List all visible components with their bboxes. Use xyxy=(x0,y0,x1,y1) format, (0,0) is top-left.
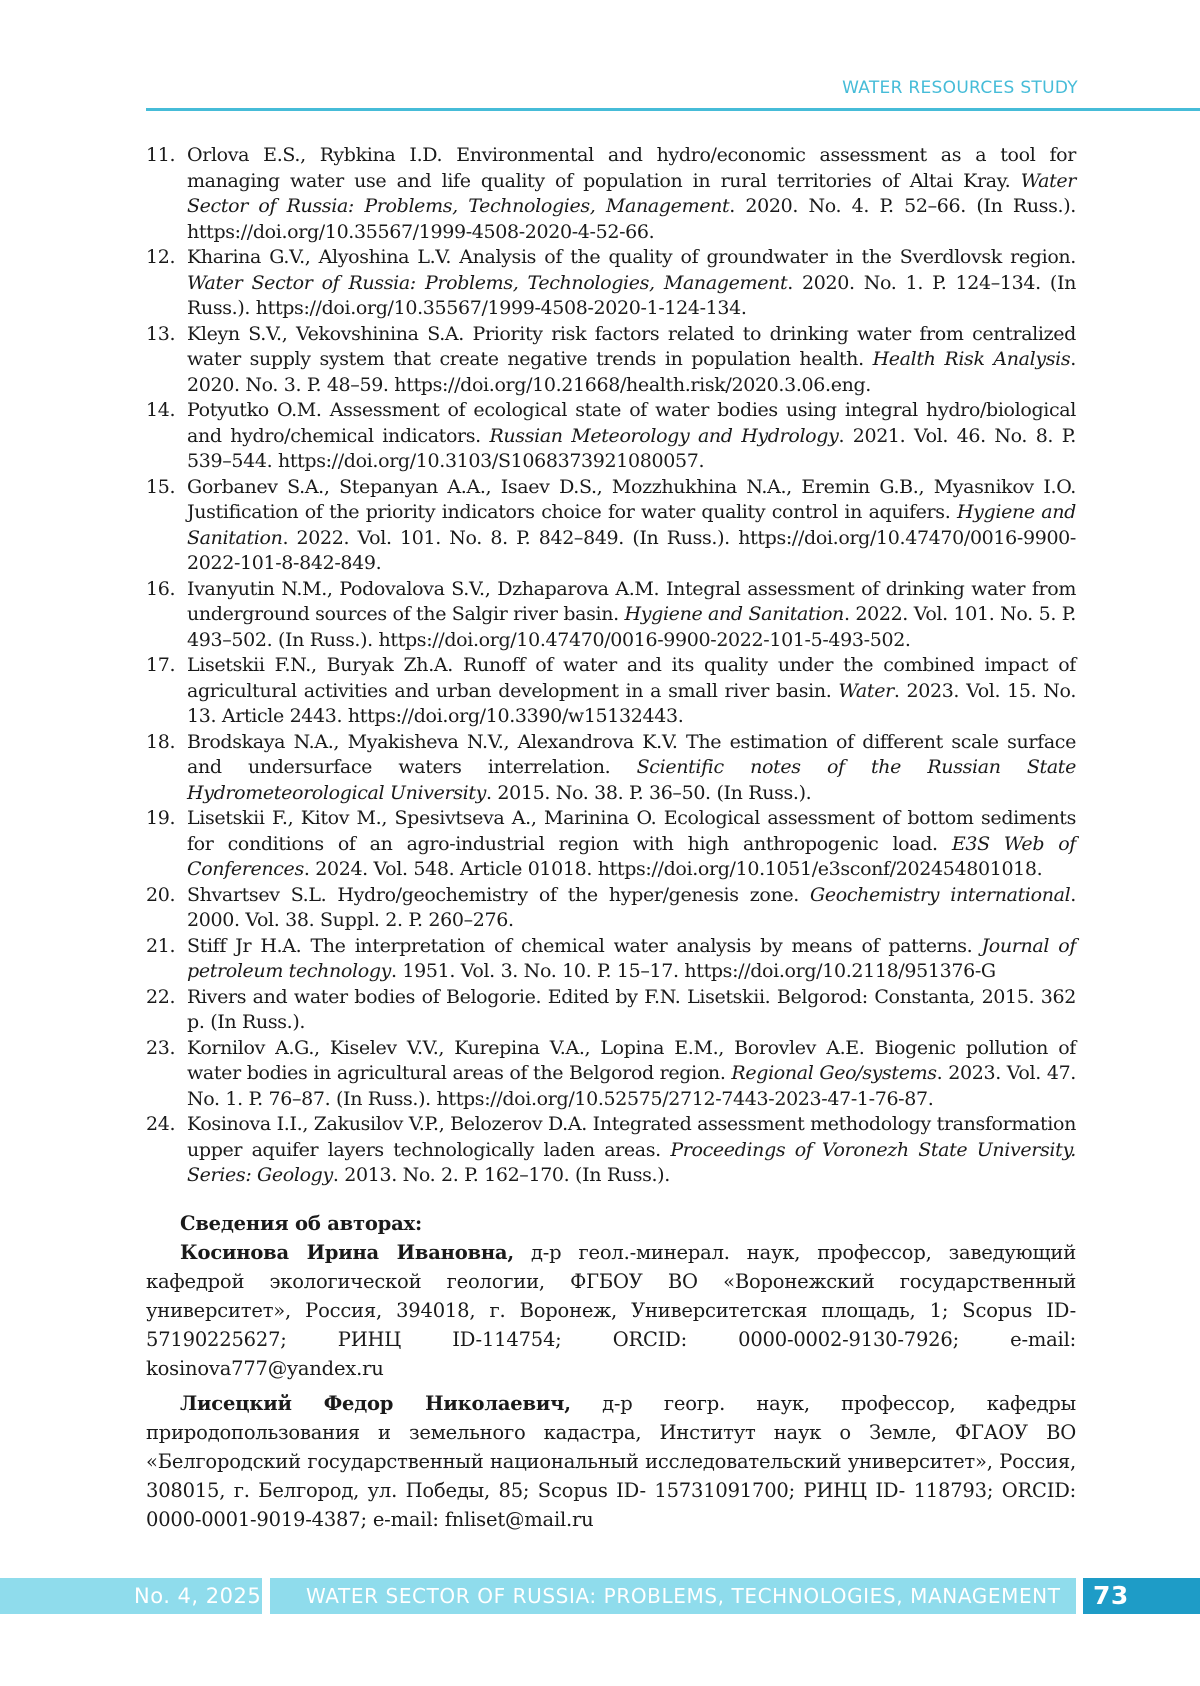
reference-text: Kornilov A.G., Kiselev V.V., Kurepina V.A., Lopina E.M., Borovlev A.E. Biogenic pollution of water bodies in agricultural areas of the Belgorod region. xyxy=(187,1036,1076,1084)
reference-journal: Health Risk Analysis xyxy=(872,348,1071,370)
reference-text: Ivanyutin N.M., Podovalova S.V., Dzhaparova A.M. Integral assessment of drinking water from underground sources of the Salgir river basin. xyxy=(187,577,1076,625)
reference-journal: Proceedings of Voronezh State University. Series: Geology xyxy=(187,1138,1076,1186)
reference-details: . 2022. Vol. 101. No. 8. P. 842–849. (In Russ.). https://doi.org/10.47470/0016-9900-2022-101-8-842-849. xyxy=(187,526,1076,574)
reference-number: 17. xyxy=(146,654,176,676)
reference-journal: Geochemistry international xyxy=(810,883,1071,906)
reference-item xyxy=(146,985,1076,1036)
author-entry xyxy=(146,1238,1076,1383)
reference-number: 22. xyxy=(146,985,176,1008)
author-info-section xyxy=(146,1209,1076,1540)
reference-details: . 2023. Vol. 47. No. 1. P. 76–87. (In Russ.). https://doi.org/10.52575/2712-7443-2023-47-1-76-87. xyxy=(187,1062,1076,1110)
footer-journal-title: WATER SECTOR OF RUSSIA: PROBLEMS, TECHNOLOGIES, MANAGEMENT xyxy=(306,1584,1061,1608)
reference-item xyxy=(146,1036,1076,1113)
reference-details: . 2000. Vol. 38. Suppl. 2. P. 260–276. xyxy=(187,883,1076,931)
reference-details: . 2013. No. 2. P. 162–170. (In Russ.). xyxy=(332,1164,670,1186)
reference-number: 19. xyxy=(146,807,176,829)
reference-number: 20. xyxy=(146,883,176,906)
reference-number: 12. xyxy=(146,246,176,268)
reference-item xyxy=(146,143,1076,245)
reference-number: 15. xyxy=(146,475,176,498)
page-footer xyxy=(0,1578,1200,1614)
reference-journal: Water xyxy=(838,679,894,702)
reference-text: Gorbanev S.A., Stepanyan A.A., Isaev D.S., Mozzhukhina N.A., Eremin G.B., Myasnikov I.O. Justification of the priority indicators choice for water quality control in aquifers. xyxy=(187,475,1076,523)
reference-number: 13. xyxy=(146,322,176,345)
footer-issue: No. 4, 2025 xyxy=(134,1584,262,1608)
reference-journal: Water Sector of Russia: Problems, Technologies, Management xyxy=(187,271,788,294)
reference-journal: Regional Geo/systems xyxy=(731,1062,937,1084)
author-info-heading: Сведения об авторах: xyxy=(180,1212,422,1235)
reference-number: 18. xyxy=(146,730,176,753)
reference-item xyxy=(146,475,1076,577)
reference-details: . 2021. Vol. 46. No. 8. P. 539–544. https://doi.org/10.3103/S1068373921080057. xyxy=(187,424,1076,472)
author-name: Лисецкий Федор Николаевич, xyxy=(180,1392,571,1415)
reference-journal: Hygiene and Sanitation xyxy=(187,501,1076,549)
reference-details: . 2023. Vol. 15. No. 13. Article 2443. https://doi.org/10.3390/w15132443. xyxy=(187,679,1077,727)
reference-text: Kosinova I.I., Zakusilov V.P., Belozerov D.A. Integrated assessment methodology transformation upper aquifer layers technologically laden areas. xyxy=(187,1113,1076,1161)
author-entry xyxy=(146,1389,1076,1534)
reference-text: Stiff Jr H.A. The interpretation of chemical water analysis by means of patterns. xyxy=(187,934,982,957)
author-name: Косинова Ирина Ивановна, xyxy=(180,1241,514,1264)
reference-item xyxy=(146,322,1076,399)
reference-details: . 1951. Vol. 3. No. 10. P. 15–17. https://doi.org/10.2118/951376-G xyxy=(391,960,996,982)
author-details: д-р геогр. наук, профессор, кафедры природопользования и земельного кадастра, Институт наук о Земле, ФГАОУ ВО «Белгородский государственный национальный исследовательский университет», Россия, 308015, г. Белгород, ул. Победы, 85; Scopus ID- 15731091700; РИНЦ ID- 118793; ORCID: 0000-0001-9019-4387; e-mail: fnliset@mail.ru xyxy=(146,1392,1076,1531)
reference-details: . 2020. No. 4. P. 52–66. (In Russ.). https://doi.org/10.35567/1999-4508-2020-4-52-66. xyxy=(187,195,1076,243)
reference-journal: Hygiene and Sanitation xyxy=(624,603,844,625)
reference-number: 16. xyxy=(146,577,176,600)
reference-text: Kharina G.V., Alyoshina L.V. Analysis of the quality of groundwater in the Sverdlovsk region. xyxy=(187,246,1076,268)
reference-text: Lisetskii F.N., Buryak Zh.A. Runoff of water and its quality under the combined impact of agricultural activities and urban development in a small river basin. xyxy=(187,654,1076,702)
reference-text: Orlova E.S., Rybkina I.D. Environmental and hydro/economic assessment as a tool for managing water use and life quality of population in rural territories of Altai Kray. xyxy=(187,144,1076,192)
reference-details: . 2020. No. 3. P. 48–59. https://doi.org/10.21668/health.risk/2020.3.06.eng. xyxy=(187,348,1076,396)
reference-text: Brodskaya N.A., Myakisheva N.V., Alexandrova K.V. The estimation of different scale surface and undersurface waters interrelation. xyxy=(187,730,1076,778)
reference-item xyxy=(146,806,1076,883)
header-rule xyxy=(146,108,1200,111)
reference-details: . 2015. No. 38. P. 36–50. (In Russ.). xyxy=(486,781,812,804)
page-number: 73 xyxy=(1093,1581,1129,1610)
author-details: д-р геол.-минерал. наук, профессор, заведующий кафедрой экологической геологии, ФГБОУ ВО «Воронежский государственный университет», Россия, 394018, г. Воронеж, Университетская площадь, 1; Scopus ID-57190225627; РИНЦ ID-114754; ORCID: 0000-0002-9130-7926; e-mail: kosinova777@yandex.ru xyxy=(146,1241,1076,1380)
reference-item xyxy=(146,730,1076,807)
reference-number: 11. xyxy=(146,144,176,166)
reference-journal: Scientific notes of the Russian State Hydrometeorological University xyxy=(187,756,1076,804)
reference-text: Rivers and water bodies of Belogorie. Edited by F.N. Lisetskii. Belgorod: Constanta, 2015. 362 p. (In Russ.). xyxy=(187,985,1076,1033)
reference-journal: Journal of petroleum technology xyxy=(187,934,1076,982)
reference-text: Potyutko O.M. Assessment of ecological state of water bodies using integral hydro/biological and hydro/chemical indicators. xyxy=(187,399,1076,447)
reference-item xyxy=(146,398,1076,475)
reference-number: 23. xyxy=(146,1036,176,1059)
reference-details: . 2020. No. 1. P. 124–134. (In Russ.). https://doi.org/10.35567/1999-4508-2020-1-124-134. xyxy=(187,271,1076,319)
reference-item xyxy=(146,883,1076,934)
reference-item xyxy=(146,1112,1076,1189)
reference-item xyxy=(146,577,1076,654)
reference-number: 14. xyxy=(146,399,176,421)
reference-details: . 2022. Vol. 101. No. 5. P. 493–502. (In Russ.). https://doi.org/10.47470/0016-9900-2022-101-5-493-502. xyxy=(187,603,1076,651)
reference-item xyxy=(146,934,1076,985)
reference-list xyxy=(146,143,1076,1189)
reference-number: 24. xyxy=(146,1113,176,1135)
reference-number: 21. xyxy=(146,934,176,957)
reference-journal: Russian Meteorology and Hydrology xyxy=(489,424,839,447)
reference-journal: Water Sector of Russia: Problems, Technologies, Management xyxy=(187,169,1076,217)
reference-details: . 2024. Vol. 548. Article 01018. https://doi.org/10.1051/e3sconf/202454801018. xyxy=(303,858,1043,880)
reference-journal: E3S Web of Conferences xyxy=(187,832,1076,880)
reference-text: Kleyn S.V., Vekovshinina S.A. Priority risk factors related to drinking water from centralized water supply system that create negative trends in population health. xyxy=(187,322,1076,370)
reference-item xyxy=(146,245,1076,322)
running-head-title: WATER RESOURCES STUDY xyxy=(842,78,1078,98)
reference-text: Shvartsev S.L. Hydro/geochemistry of the hyper/genesis zone. xyxy=(187,883,811,906)
reference-text: Lisetskii F., Kitov M., Spesivtseva A., Marinina O. Ecological assessment of bottom sediments for conditions of an agro-industrial region with high anthropogenic load. xyxy=(187,807,1076,855)
reference-item xyxy=(146,653,1076,730)
